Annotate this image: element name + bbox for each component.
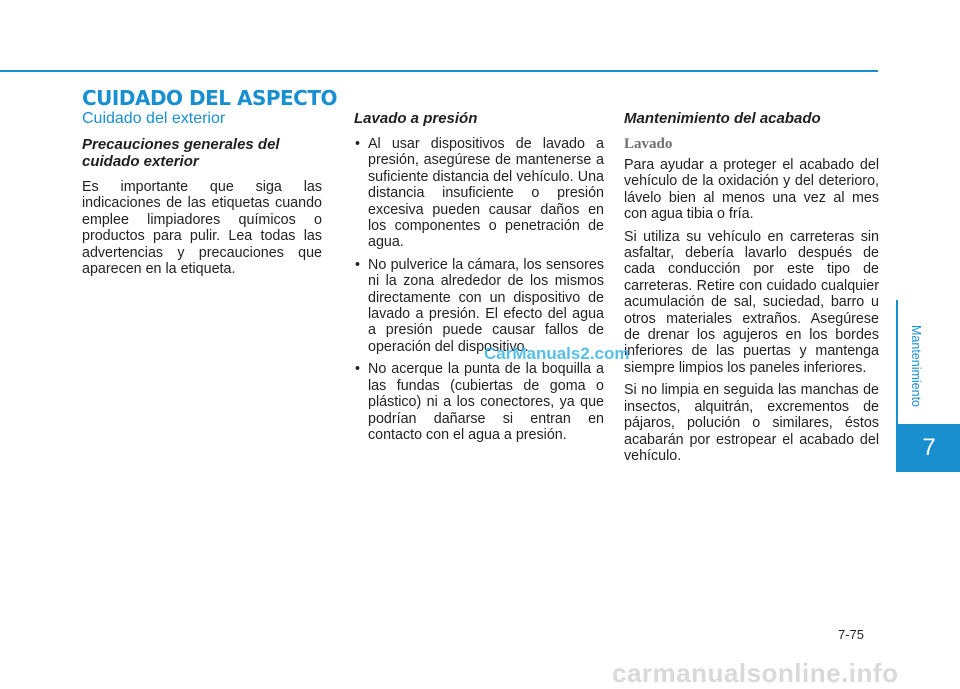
list-item-text: No pulverice la cámara, los sensores ni la zona alrededor de los mismos directamente con un dispositivo de lavado a presión. El efecto del agua a presión puede causar fallos de operación del dispositivo. — [368, 256, 604, 355]
paragraph-washing-1: Para ayudar a proteger el acabado del vehículo de la oxidación y del deterioro, lávelo bien al menos una vez al mes con agua tibia o fría. — [624, 157, 879, 223]
column-2 — [354, 110, 604, 449]
list-item-text: No acerque la punta de la boquilla a las fundas (cubiertas de goma o plástico) ni a los conectores, ya que podrían dañarse si entran en contacto con el agua a presión. — [368, 361, 604, 443]
subtitle-exterior-care: Cuidado del exterior — [82, 110, 226, 127]
column-1 — [82, 110, 322, 283]
heading-general-precautions: Precauciones generales del cuidado exterior — [82, 136, 280, 170]
footer-watermark: carmanualsonline.info — [612, 658, 899, 688]
bullet-icon: • — [355, 136, 361, 152]
list-item-text: Al usar dispositivos de lavado a presión, asegúrese de mantenerse a suficiente distancia del vehículo. Una distancia insuficiente o presión excesiva pueden causar daños en los componentes o penetración de agua. — [368, 136, 604, 251]
page-number: 7-75 — [838, 627, 865, 642]
heading-pressure-washing: Lavado a presión — [354, 110, 478, 127]
bullet-icon: • — [355, 256, 361, 273]
paragraph-washing-2: Si utiliza su vehículo en carreteras sin asfaltar, debería lavarlo después de cada conducción por este tipo de carreteras. Retire con cuidado cualquier acumulación de sal, suciedad, barro u otros materiales extraños. Asegúrese de drenar los agujeros en los bordes inferiores de las puertas y mantenga siempre limpios los paneles inferiores. — [624, 228, 879, 376]
watermark-carmanuals: CarManuals2.com — [484, 344, 630, 363]
heading-finish-maintenance: Mantenimiento del acabado — [624, 110, 821, 127]
paragraph-label-instructions: Es importante que siga las indicaciones de las etiquetas cuando emplee limpiadores químicos o productos para pulir. Lea todas las advertencias y precauciones que aparecen en la etiqueta. — [82, 179, 322, 278]
chapter-tab-label: Mantenimiento — [909, 325, 923, 407]
pressure-washing-list — [354, 136, 604, 443]
paragraph-washing-3: Si no limpia en seguida las manchas de insectos, alquitrán, excrementos de pájaros, polución o similares, éstos acabarán por estropear el acabado del vehículo. — [624, 382, 879, 464]
top-rule — [0, 70, 878, 72]
subheading-washing: Lavado — [624, 136, 673, 152]
list-item — [354, 257, 604, 355]
chapter-number-badge: 7 — [898, 424, 960, 472]
list-item — [354, 361, 604, 443]
section-title: CUIDADO DEL ASPECTO — [82, 86, 338, 110]
column-3 — [624, 110, 879, 470]
list-item — [354, 136, 604, 251]
bullet-icon: • — [355, 361, 361, 378]
